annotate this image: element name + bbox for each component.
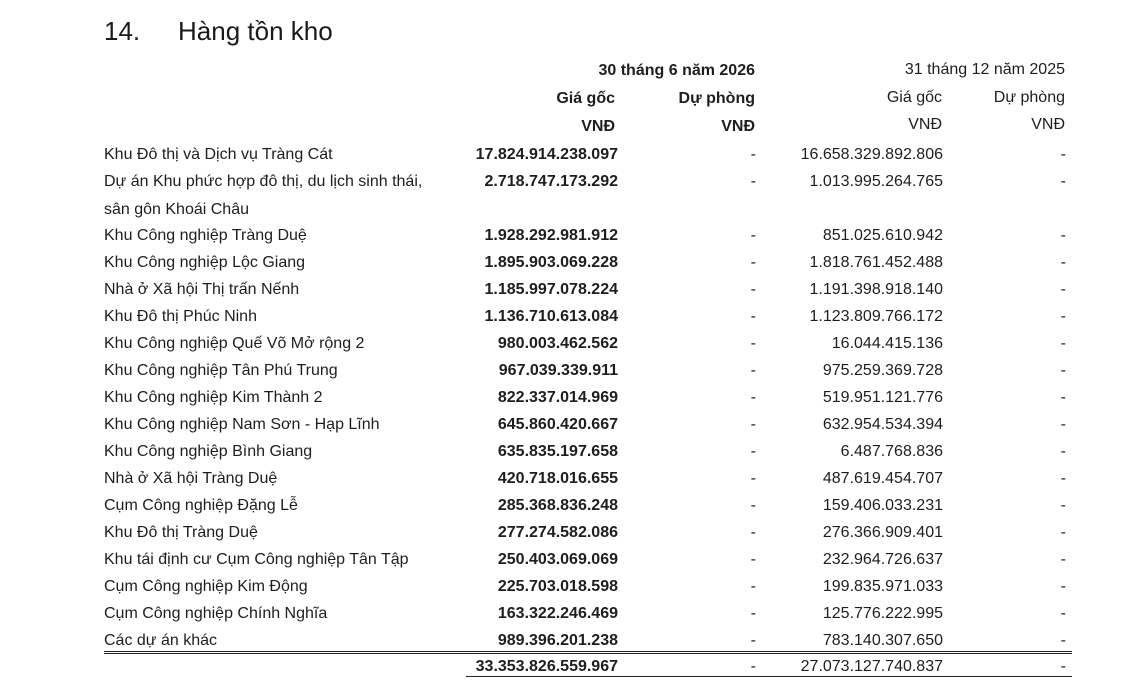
cell-cost-2025: 276.366.909.401 bbox=[822, 524, 943, 541]
cell-cost-2026: 277.274.582.086 bbox=[497, 524, 618, 541]
total-provision-2026: - bbox=[750, 658, 756, 675]
row-label bbox=[104, 280, 299, 300]
table-row bbox=[0, 145, 1126, 172]
row-label bbox=[104, 172, 422, 220]
cell-provision-2025: - bbox=[1060, 497, 1066, 514]
cell-provision-2026: - bbox=[750, 551, 756, 568]
cell-cost-2025: 783.140.307.650 bbox=[822, 632, 943, 649]
cell-cost-2026: 225.703.018.598 bbox=[497, 578, 618, 595]
cell-cost-2025: 1.123.809.766.172 bbox=[809, 308, 943, 325]
cell-provision-2025: - bbox=[1060, 146, 1066, 163]
cell-cost-2025: 519.951.121.776 bbox=[822, 389, 943, 406]
cell-cost-2026: 980.003.462.562 bbox=[497, 335, 618, 352]
total-cost-2025: 27.073.127.740.837 bbox=[800, 658, 943, 675]
cell-provision-2026: - bbox=[750, 497, 756, 514]
cell-provision-2025: - bbox=[1060, 335, 1066, 352]
cell-provision-2025: - bbox=[1060, 578, 1066, 595]
header-prior-period: 31 tháng 12 năm 2025 bbox=[904, 61, 1065, 78]
cell-provision-2025: - bbox=[1060, 227, 1066, 244]
header-provision-2025: Dự phòng bbox=[993, 89, 1065, 106]
row-label bbox=[104, 307, 257, 327]
row-label-text: Khu Đô thị Tràng Duệ bbox=[104, 524, 258, 541]
cell-cost-2025: 487.619.454.707 bbox=[822, 470, 943, 487]
row-label-text: Khu Công nghiệp Kim Thành 2 bbox=[104, 389, 323, 406]
row-label-text: Nhà ở Xã hội Tràng Duệ bbox=[104, 470, 278, 487]
cell-cost-2026: 967.039.339.911 bbox=[498, 362, 618, 379]
table-row bbox=[0, 280, 1126, 307]
row-label-text: Các dự án khác bbox=[104, 632, 217, 649]
cell-provision-2025: - bbox=[1060, 389, 1066, 406]
cell-provision-2026: - bbox=[750, 389, 756, 406]
table-row bbox=[0, 550, 1126, 577]
cell-cost-2025: 232.964.726.637 bbox=[822, 551, 943, 568]
cell-provision-2025: - bbox=[1060, 605, 1066, 622]
table-row bbox=[0, 226, 1126, 253]
row-label bbox=[104, 145, 333, 165]
cell-cost-2025: 1.191.398.918.140 bbox=[809, 281, 943, 298]
row-label-text: Cụm Công nghiệp Đặng Lễ bbox=[104, 497, 298, 514]
cell-cost-2025: 159.406.033.231 bbox=[822, 497, 943, 514]
cell-cost-2026: 989.396.201.238 bbox=[497, 632, 618, 649]
table-row bbox=[0, 604, 1126, 631]
row-label bbox=[104, 469, 277, 489]
cell-cost-2026: 420.718.016.655 bbox=[497, 470, 618, 487]
total-rule-top bbox=[104, 653, 1072, 654]
row-label-text: Dự án Khu phức hợp đô thị, du lịch sinh thái, bbox=[104, 173, 423, 190]
row-label-text: Khu Đô thị Phúc Ninh bbox=[104, 308, 257, 325]
row-label-text: Khu Công nghiệp Nam Sơn - Hạp Lĩnh bbox=[104, 416, 380, 433]
cell-cost-2026: 1.928.292.981.912 bbox=[484, 227, 618, 244]
table-row bbox=[0, 469, 1126, 496]
table-row bbox=[0, 496, 1126, 523]
cell-cost-2026: 250.403.069.069 bbox=[497, 551, 618, 568]
header-currency-cost-2026: VNĐ bbox=[581, 118, 615, 135]
cell-provision-2026: - bbox=[750, 362, 756, 379]
row-label-text: Cụm Công nghiệp Kim Động bbox=[104, 578, 308, 595]
header-currency-provision-2026: VNĐ bbox=[721, 118, 755, 135]
table-row bbox=[0, 415, 1126, 442]
table-row bbox=[0, 334, 1126, 361]
cell-provision-2026: - bbox=[750, 632, 756, 649]
row-label bbox=[104, 577, 308, 597]
cell-provision-2026: - bbox=[750, 578, 756, 595]
header-cost-2025: Giá gốc bbox=[886, 89, 942, 106]
row-label-text: Cụm Công nghiệp Chính Nghĩa bbox=[104, 605, 328, 622]
table-row bbox=[0, 442, 1126, 469]
table-row bbox=[0, 361, 1126, 388]
cell-provision-2026: - bbox=[750, 605, 756, 622]
total-row bbox=[0, 657, 1126, 684]
cell-provision-2026: - bbox=[750, 416, 756, 433]
table-row bbox=[0, 253, 1126, 280]
cell-provision-2026: - bbox=[750, 146, 756, 163]
section-number: 14. bbox=[104, 16, 141, 46]
cell-cost-2025: 16.044.415.136 bbox=[831, 335, 943, 352]
cell-provision-2026: - bbox=[750, 281, 756, 298]
row-label bbox=[104, 631, 217, 651]
row-label-continuation: sân gôn Khoái Châu bbox=[104, 201, 249, 218]
cell-provision-2026: - bbox=[750, 470, 756, 487]
header-currency-cost-2025: VNĐ bbox=[908, 116, 942, 133]
cell-cost-2025: 632.954.534.394 bbox=[822, 416, 943, 433]
row-label bbox=[104, 442, 312, 462]
cell-provision-2025: - bbox=[1060, 362, 1066, 379]
table-row bbox=[0, 388, 1126, 415]
cell-cost-2025: 16.658.329.892.806 bbox=[800, 146, 943, 163]
cell-provision-2026: - bbox=[750, 254, 756, 271]
cell-cost-2026: 2.718.747.173.292 bbox=[484, 173, 618, 190]
row-label bbox=[104, 361, 338, 381]
cell-cost-2025: 6.487.768.836 bbox=[840, 443, 943, 460]
cell-provision-2026: - bbox=[750, 443, 756, 460]
cell-cost-2026: 17.824.914.238.097 bbox=[475, 146, 618, 163]
row-label-text: Nhà ở Xã hội Thị trấn Nếnh bbox=[104, 281, 300, 298]
row-label-text: Khu Công nghiệp Quế Võ Mở rộng 2 bbox=[104, 335, 365, 352]
cell-cost-2026: 822.337.014.969 bbox=[497, 389, 618, 406]
total-cost-2026: 33.353.826.559.967 bbox=[475, 658, 618, 675]
cell-provision-2025: - bbox=[1060, 173, 1066, 190]
cell-provision-2025: - bbox=[1060, 524, 1066, 541]
cell-cost-2026: 1.185.997.078.224 bbox=[484, 281, 618, 298]
cell-cost-2025: 975.259.369.728 bbox=[822, 362, 943, 379]
cell-provision-2025: - bbox=[1060, 632, 1066, 649]
row-label bbox=[104, 523, 258, 543]
cell-provision-2025: - bbox=[1060, 308, 1066, 325]
row-label bbox=[104, 415, 380, 435]
row-label-text: Khu Công nghiệp Bình Giang bbox=[104, 443, 313, 460]
cell-cost-2026: 635.835.197.658 bbox=[497, 443, 618, 460]
cell-provision-2025: - bbox=[1060, 470, 1066, 487]
table-row bbox=[0, 577, 1126, 604]
row-label-text: Khu Công nghiệp Tràng Duệ bbox=[104, 227, 307, 244]
row-label bbox=[104, 253, 305, 273]
table-row bbox=[0, 172, 1126, 218]
section-title: Hàng tồn kho bbox=[178, 16, 333, 46]
cell-cost-2025: 1.818.761.452.488 bbox=[809, 254, 943, 271]
cell-cost-2025: 1.013.995.264.765 bbox=[809, 173, 943, 190]
cell-provision-2025: - bbox=[1060, 254, 1066, 271]
header-cost-2026: Giá gốc bbox=[556, 90, 615, 107]
header-current-period: 30 tháng 6 năm 2026 bbox=[598, 62, 755, 79]
row-label bbox=[104, 334, 364, 354]
row-label-text: Khu Công nghiệp Lộc Giang bbox=[104, 254, 306, 271]
cell-cost-2026: 285.368.836.248 bbox=[497, 497, 618, 514]
header-currency-provision-2025: VNĐ bbox=[1031, 116, 1065, 133]
cell-provision-2026: - bbox=[750, 308, 756, 325]
cell-cost-2026: 645.860.420.667 bbox=[497, 416, 618, 433]
row-label bbox=[104, 604, 327, 624]
cell-cost-2026: 1.136.710.613.084 bbox=[484, 308, 618, 325]
cell-provision-2025: - bbox=[1060, 551, 1066, 568]
cell-provision-2026: - bbox=[750, 524, 756, 541]
cell-provision-2026: - bbox=[750, 173, 756, 190]
row-label-text: Khu tái định cư Cụm Công nghiệp Tân Tập bbox=[104, 551, 409, 568]
cell-cost-2025: 199.835.971.033 bbox=[822, 578, 943, 595]
cell-provision-2025: - bbox=[1060, 281, 1066, 298]
row-label bbox=[104, 550, 409, 570]
cell-provision-2025: - bbox=[1060, 443, 1066, 460]
cell-provision-2026: - bbox=[750, 335, 756, 352]
row-label bbox=[104, 226, 307, 246]
row-label bbox=[104, 388, 323, 408]
total-provision-2025: - bbox=[1060, 658, 1066, 675]
row-label bbox=[104, 496, 298, 516]
cell-provision-2026: - bbox=[750, 227, 756, 244]
table-row bbox=[0, 307, 1126, 334]
cell-cost-2026: 1.895.903.069.228 bbox=[484, 254, 618, 271]
total-rule-bottom bbox=[466, 676, 1072, 677]
table-row bbox=[0, 523, 1126, 550]
last-row-underline bbox=[104, 651, 1072, 652]
cell-cost-2025: 125.776.222.995 bbox=[822, 605, 943, 622]
cell-cost-2025: 851.025.610.942 bbox=[822, 227, 943, 244]
row-label-text: Khu Đô thị và Dịch vụ Tràng Cát bbox=[104, 146, 333, 163]
row-label-text: Khu Công nghiệp Tân Phú Trung bbox=[104, 362, 338, 379]
cell-provision-2025: - bbox=[1060, 416, 1066, 433]
cell-cost-2026: 163.322.246.469 bbox=[497, 605, 618, 622]
header-provision-2026: Dự phòng bbox=[678, 90, 755, 107]
